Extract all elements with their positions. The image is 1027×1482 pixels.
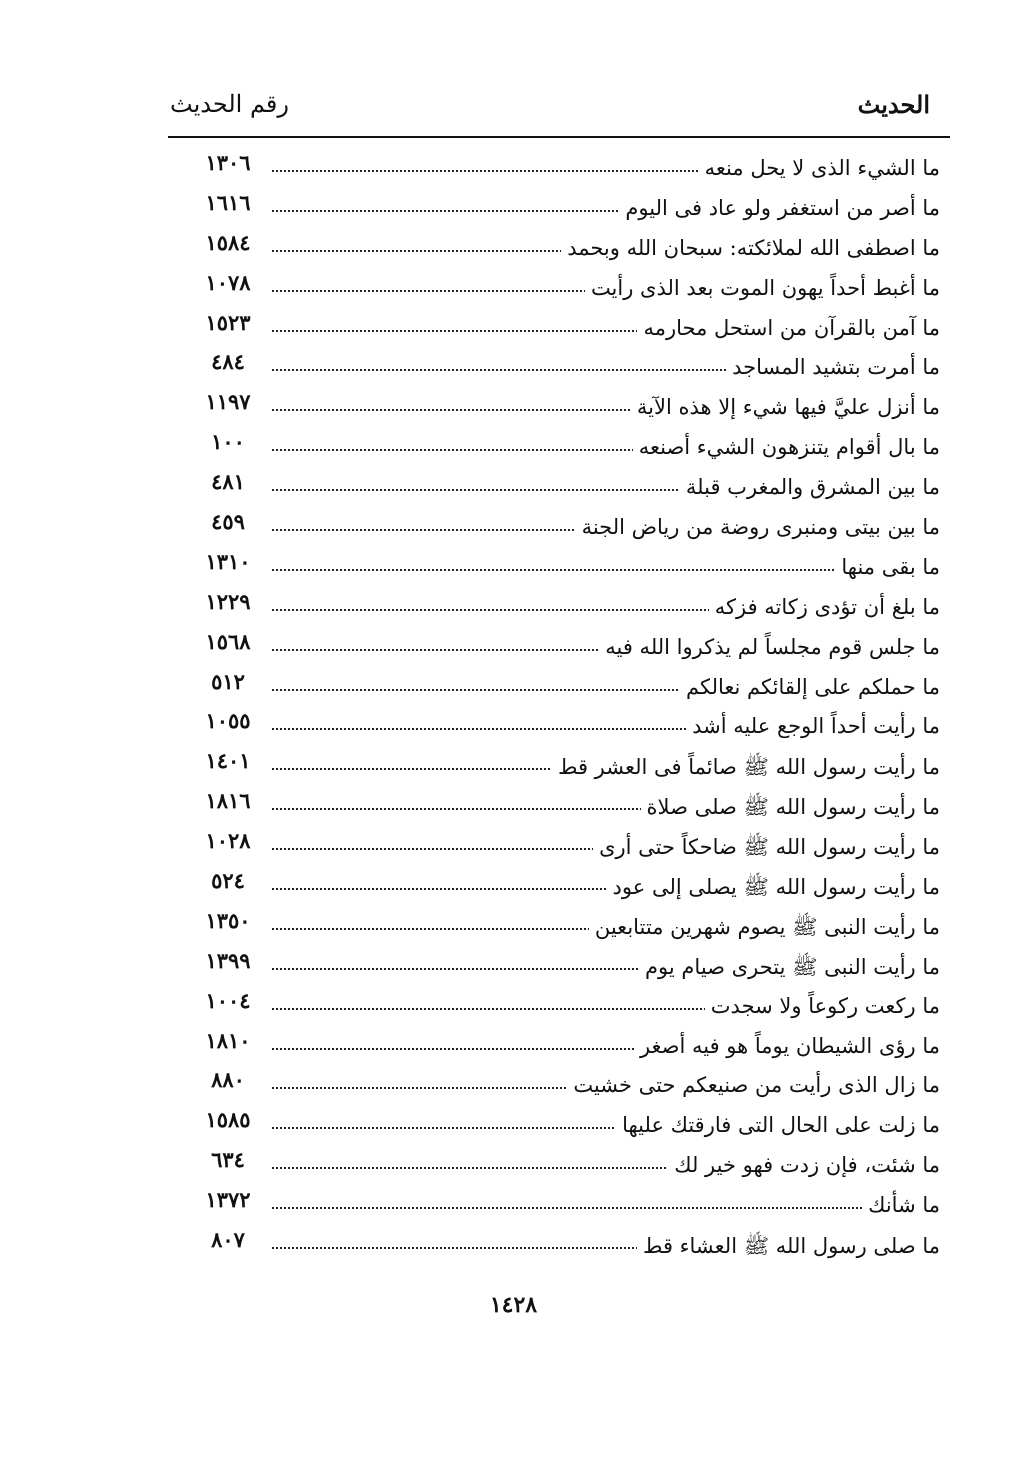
hadith-number: ١٣١٠ (205, 548, 251, 574)
dot-leader (272, 1207, 930, 1209)
hadith-number: ١٥٨٥ (205, 1107, 251, 1133)
index-entry (180, 1028, 940, 1068)
column-title-hadith-number: رقم الحديث (170, 90, 289, 118)
hadith-incipit: ما بقى منها (835, 555, 940, 579)
hadith-incipit: ما جلس قوم مجلساً لم يذكروا الله فيه (599, 635, 940, 659)
index-entry (180, 908, 940, 948)
hadith-number: ١٥٦٨ (205, 628, 251, 654)
index-entry (180, 669, 940, 709)
hadith-number: ٨٨٠ (211, 1067, 245, 1093)
index-entry (180, 349, 940, 389)
index-entry (180, 549, 940, 589)
hadith-number: ١٣٩٩ (205, 947, 251, 973)
hadith-number: ٤٨٤ (211, 349, 245, 375)
index-entry (180, 948, 940, 988)
hadith-incipit: ما بلغ أن تؤدى زكاته فزكه (709, 595, 940, 619)
hadith-incipit: ما رؤى الشيطان يوماً هو فيه أصغر (634, 1034, 940, 1058)
hadith-number: ١٨١٠ (205, 1027, 251, 1053)
column-title-hadith: الحديث (857, 90, 930, 119)
hadith-incipit: ما رأيت رسول الله ﷺ صلى صلاة (641, 794, 940, 825)
hadith-number: ١١٩٧ (205, 389, 251, 415)
hadith-number: ١٣٧٢ (205, 1187, 251, 1213)
hadith-number: ١٤٠١ (205, 748, 251, 774)
hadith-number: ٦٣٤ (211, 1147, 245, 1173)
index-entry (180, 589, 940, 629)
index-entry (180, 190, 940, 230)
hadith-number: ٤٥٩ (211, 509, 245, 535)
index-entry (180, 828, 940, 868)
hadith-incipit: ما حملكم على إلقائكم نعالكم (680, 675, 940, 699)
hadith-incipit: ما زلت على الحال التى فارقتك عليها (616, 1113, 940, 1137)
index-entry (180, 988, 940, 1028)
hadith-number: ١٣٥٠ (205, 907, 251, 933)
hadith-incipit: ما بين المشرق والمغرب قبلة (680, 475, 940, 499)
hadith-incipit: ما الشيء الذى لا يحل منعه (699, 156, 940, 180)
hadith-incipit: ما رأيت رسول الله ﷺ ضاحكاً حتى أرى (593, 834, 940, 865)
hadith-number: ١٥٨٤ (205, 229, 251, 255)
hadith-incipit: ما رأيت النبى ﷺ يتحرى صيام يوم (639, 954, 940, 985)
index-entry (180, 310, 940, 350)
hadith-index-list (180, 150, 940, 1267)
hadith-number: ١٢٢٩ (205, 588, 251, 614)
index-entry (180, 629, 940, 669)
hadith-incipit: ما اصطفى الله لملائكته: سبحان الله وبحمد (561, 236, 940, 260)
hadith-incipit: ما أغبط أحداً يهون الموت بعد الذى رأيت (585, 276, 940, 300)
hadith-incipit: ما ركعت ركوعاً ولا سجدت (705, 994, 940, 1018)
page-header (170, 86, 930, 126)
index-entry (180, 748, 940, 788)
hadith-number: ١٦١٦ (205, 189, 251, 215)
hadith-incipit: ما أمرت بتشيد المساجد (726, 355, 940, 379)
index-entry (180, 270, 940, 310)
hadith-number: ١٠٠ (211, 429, 245, 455)
hadith-number: ١٠٠٤ (205, 987, 251, 1013)
hadith-number: ٨٠٧ (211, 1227, 245, 1253)
index-entry (180, 788, 940, 828)
hadith-incipit: ما رأيت أحداً الوجع عليه أشد (686, 714, 940, 738)
index-entry (180, 230, 940, 270)
dot-leader (272, 569, 930, 571)
index-entry (180, 429, 940, 469)
hadith-number: ١٠٧٨ (205, 269, 251, 295)
index-entry (180, 1227, 940, 1267)
hadith-number: ١٣٠٦ (205, 150, 251, 175)
header-rule (168, 136, 950, 138)
hadith-incipit: ما آمن بالقرآن من استحل محارمه (637, 316, 940, 340)
page-number: ١٤٢٨ (489, 1292, 538, 1318)
hadith-incipit: ما زال الذى رأيت من صنيعكم حتى خشيت (567, 1073, 940, 1097)
hadith-incipit: ما رأيت رسول الله ﷺ صائماً فى العشر قط (552, 754, 940, 785)
index-entry (180, 389, 940, 429)
hadith-incipit: ما شئت، فإن زدت فهو خير لك (668, 1153, 940, 1177)
index-entry (180, 1147, 940, 1187)
hadith-number: ٤٨١ (211, 469, 245, 495)
hadith-number: ١٠٢٨ (205, 828, 251, 854)
hadith-incipit: ما رأيت رسول الله ﷺ يصلى إلى عود (607, 874, 940, 905)
hadith-incipit: ما أصر من استغفر ولو عاد فى اليوم (619, 196, 940, 220)
index-entry (180, 708, 940, 748)
hadith-number: ٥١٢ (211, 668, 245, 694)
hadith-incipit: ما بال أقوام يتنزهون الشيء أصنعه (633, 435, 940, 459)
index-entry (180, 150, 940, 190)
index-entry (180, 1107, 940, 1147)
hadith-number: ١٨١٦ (205, 788, 251, 814)
index-entry (180, 1067, 940, 1107)
hadith-number: ٥٢٤ (211, 868, 245, 894)
index-entry (180, 469, 940, 509)
hadith-incipit: ما أنزل عليَّ فيها شيء إلا هذه الآية (631, 395, 940, 419)
hadith-incipit: ما بين بيتى ومنبرى روضة من رياض الجنة (576, 515, 940, 539)
index-entry (180, 1187, 940, 1227)
hadith-number: ١٠٥٥ (205, 708, 251, 734)
hadith-incipit: ما رأيت النبى ﷺ يصوم شهرين متتابعين (589, 914, 940, 945)
hadith-incipit: ما صلى رسول الله ﷺ العشاء قط (637, 1233, 940, 1264)
hadith-number: ١٥٢٣ (205, 309, 251, 335)
index-entry (180, 868, 940, 908)
hadith-incipit: ما شأنك (862, 1193, 940, 1217)
index-entry (180, 509, 940, 549)
